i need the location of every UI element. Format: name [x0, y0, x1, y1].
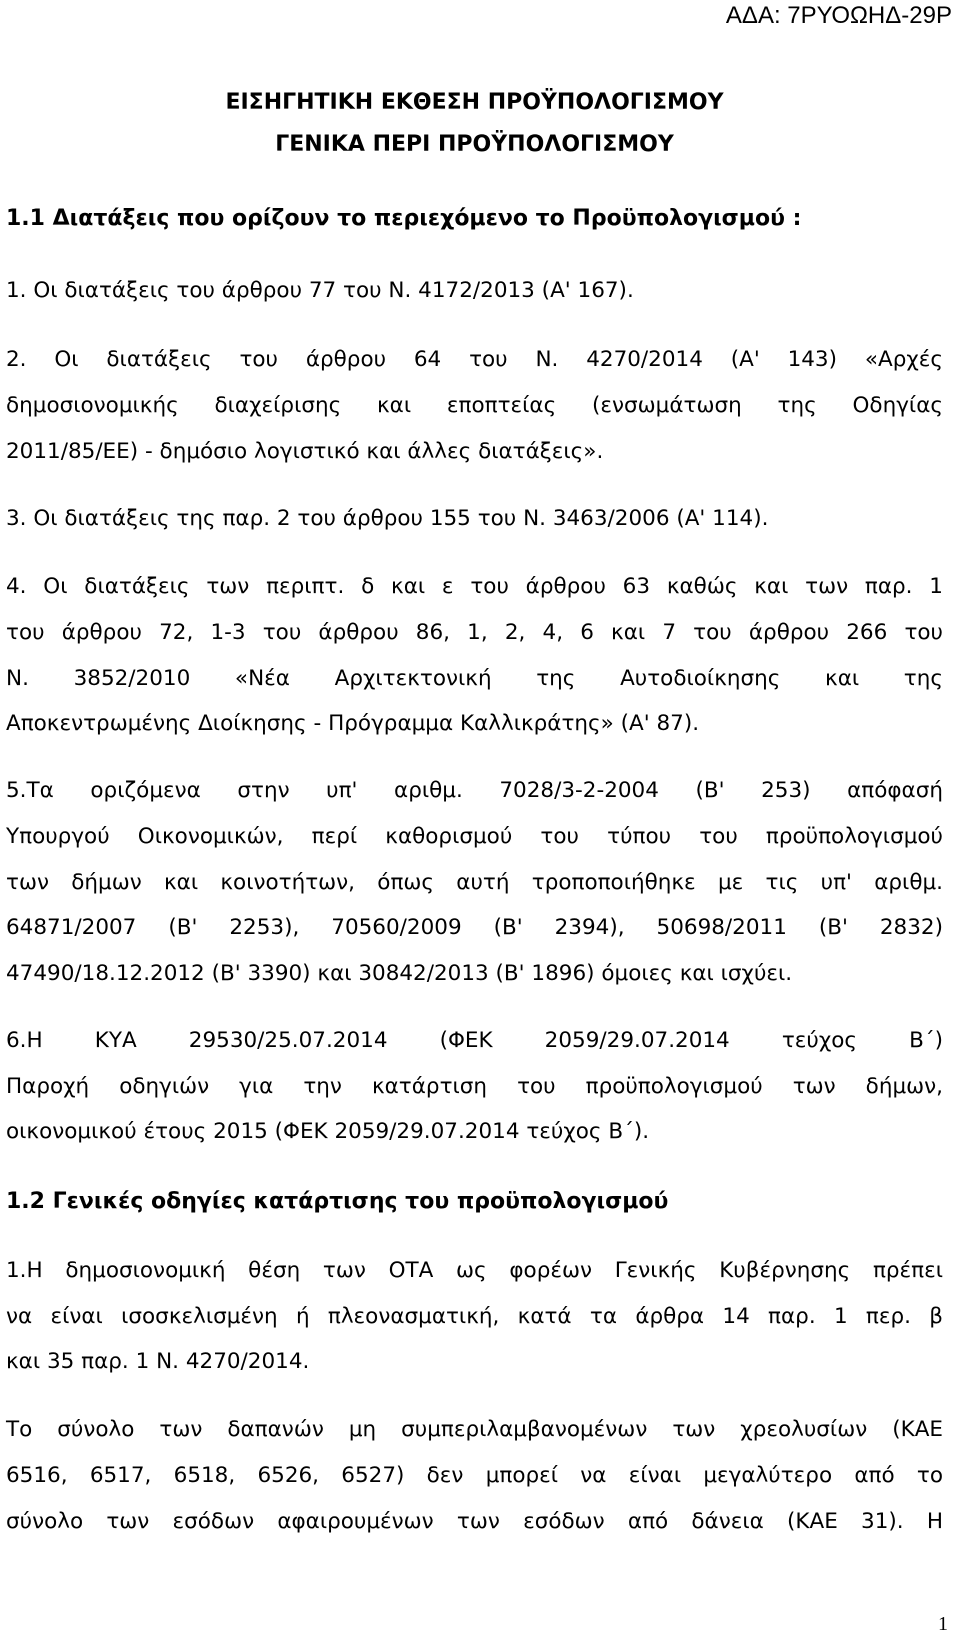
paragraph-line: 6516, 6517, 6518, 6526, 6527) δεν μπορεί να είναι μεγαλύτερο από το [6, 1463, 943, 1488]
paragraph-line: Ν. 3852/2010 «Νέα Αρχιτεκτονική της Αυτοδιοίκησης και της [6, 666, 943, 691]
paragraph-line: 1. Οι διατάξεις του άρθρου 77 του Ν. 4172/2013 (Α' 167). [6, 278, 634, 303]
paragraph-line: Υπουργού Οικονομικών, περί καθορισμού του τύπου του προϋπολογισμού [6, 824, 943, 849]
paragraph-line: 2. Οι διατάξεις του άρθρου 64 του Ν. 4270/2014 (Α' 143) «Αρχές [6, 347, 943, 372]
paragraph-line: του άρθρου 72, 1-3 του άρθρου 86, 1, 2, 4, 6 και 7 του άρθρου 266 του [6, 620, 943, 645]
paragraph-line: 5.Τα οριζόμενα στην υπ' αριθμ. 7028/3-2-2004 (Β' 253) απόφασή [6, 778, 943, 803]
report-title: ΕΙΣΗΓΗΤΙΚΗ ΕΚΘΕΣΗ ΠΡΟΫΠΟΛΟΓΙΣΜΟΥ [225, 90, 724, 115]
paragraph-line: 64871/2007 (Β' 2253), 70560/2009 (Β' 2394), 50698/2011 (Β' 2832) [6, 915, 943, 940]
paragraph-line: δημοσιονομικής διαχείρισης και εποπτείας (ενσωμάτωση της Οδηγίας [6, 393, 943, 418]
paragraph-line: 2011/85/ΕΕ) - δημόσιο λογιστικό και άλλες διατάξεις». [6, 439, 604, 464]
paragraph-line: σύνολο των εσόδων αφαιρουμένων των εσόδων από δάνεια (ΚΑΕ 31). Η [6, 1509, 943, 1534]
paragraph-line: Αποκεντρωμένης Διοίκησης - Πρόγραμμα Καλλικράτης» (Α' 87). [6, 711, 700, 736]
paragraph-line: και 35 παρ. 1 Ν. 4270/2014. [6, 1349, 310, 1374]
paragraph-line: 3. Οι διατάξεις της παρ. 2 του άρθρου 155 του Ν. 3463/2006 (Α' 114). [6, 506, 769, 531]
paragraph-line: 1.Η δημοσιονομική θέση των ΟΤΑ ως φορέων Γενικής Κυβέρνησης πρέπει [6, 1258, 943, 1283]
paragraph-line: να είναι ισοσκελισμένη ή πλεονασματική, κατά τα άρθρα 14 παρ. 1 περ. β [6, 1304, 943, 1329]
paragraph-line: Το σύνολο των δαπανών μη συμπεριλαμβανομένων των χρεολυσίων (ΚΑΕ [6, 1417, 943, 1442]
paragraph-line: οικονομικού έτους 2015 (ΦΕΚ 2059/29.07.2014 τεύχος Β΄). [6, 1119, 650, 1144]
paragraph-line: 47490/18.12.2012 (Β' 3390) και 30842/2013 (Β' 1896) όμοιες και ισχύει. [6, 961, 793, 986]
section-heading-1-2: 1.2 Γενικές οδηγίες κατάρτισης του προϋπολογισμού [6, 1189, 669, 1214]
paragraph-line: 6.Η ΚΥΑ 29530/25.07.2014 (ΦΕΚ 2059/29.07.2014 τεύχος Β΄) [6, 1028, 943, 1053]
paragraph-line: Παροχή οδηγιών για την κατάρτιση του προϋπολογισμού των δήμων, [6, 1074, 943, 1099]
paragraph-line: των δήμων και κοινοτήτων, όπως αυτή τροποποιήθηκε με τις υπ' αριθμ. [6, 870, 943, 895]
section-heading-1-1: 1.1 Διατάξεις που ορίζουν το περιεχόμενο το Προϋπολογισμού : [6, 206, 802, 231]
report-subtitle: ΓΕΝΙΚΑ ΠΕΡΙ ΠΡΟΫΠΟΛΟΓΙΣΜΟΥ [275, 132, 674, 157]
paragraph-line: 4. Οι διατάξεις των περιπτ. δ και ε του άρθρου 63 καθώς και των παρ. 1 [6, 574, 943, 599]
page-number: 1 [938, 1613, 948, 1635]
ada-code: ΑΔΑ: 7ΡΥΟΩΗΔ-29Ρ [725, 2, 952, 29]
